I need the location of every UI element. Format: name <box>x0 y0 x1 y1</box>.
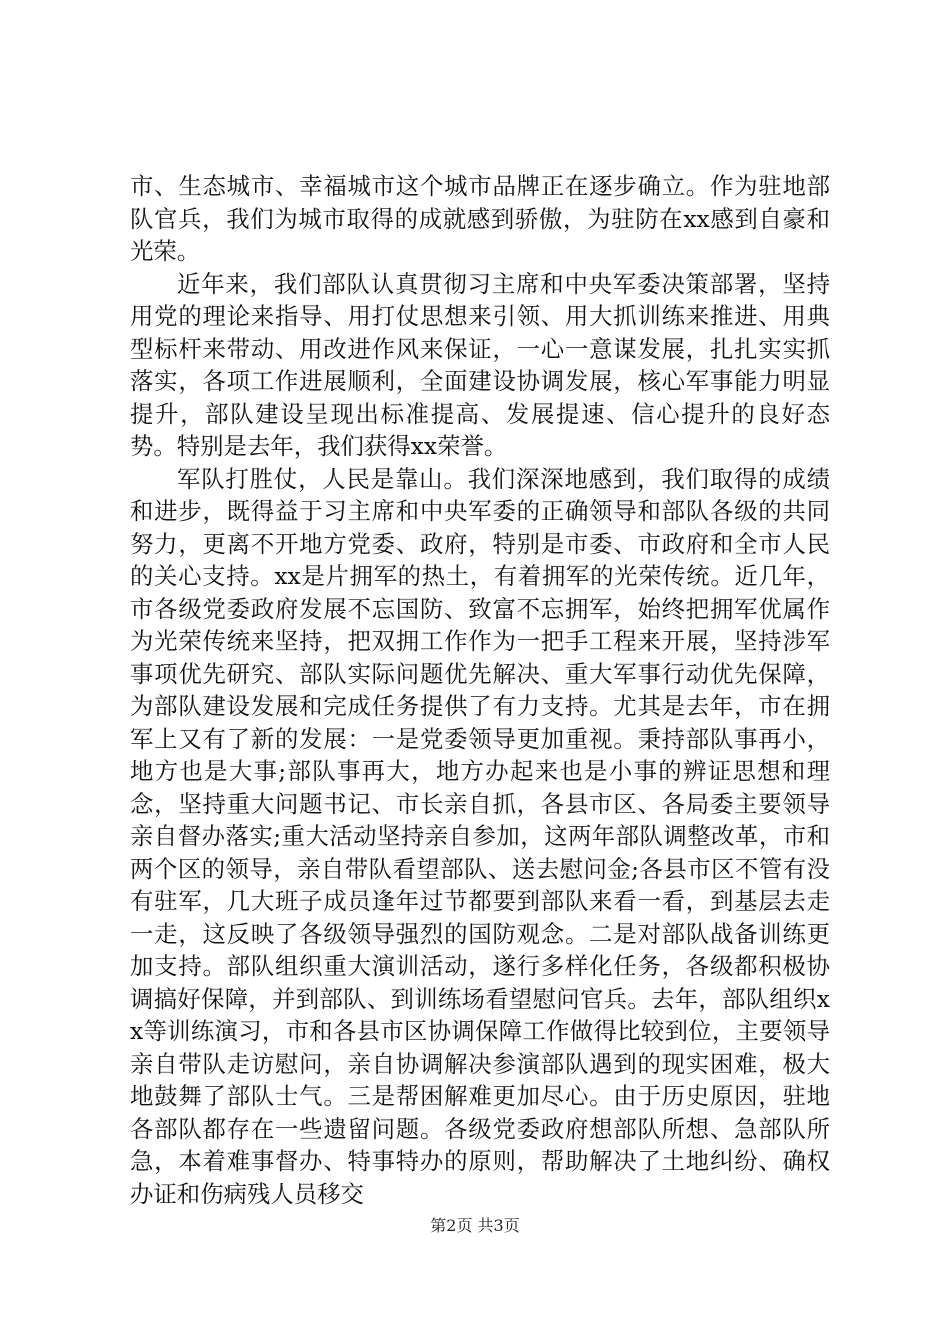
paragraph-continuation: 市、生态城市、幸福城市这个城市品牌正在逐步确立。作为驻地部队官兵，我们为城市取得的成就感到骄傲，为驻防在xx感到自豪和光荣。 <box>130 172 830 265</box>
page-number-footer: 第2页 共3页 <box>430 1216 520 1235</box>
paragraph-army-people: 军队打胜仗，人民是靠山。我们深深地感到，我们取得的成绩和进步，既得益于习主席和中央军委的正确领导和部队各级的共同努力，更离不开地方党委、政府，特别是市委、市政府和全市人民的关心支持。xx是片拥军的热土，有着拥军的光荣传统。近几年，市各级党委政府发展不忘国防、致富不忘拥军，始终把拥军优属作为光荣传统来坚持，把双拥工作作为一把手工程来开展，坚持涉军事项优先研究、部队实际问题优先解决、重大军事行动优先保障，为部队建设发展和完成任务提供了有力支持。尤其是去年，市在拥军上又有了新的发展：一是党委领导更加重视。秉持部队事再小，地方也是大事;部队事再大，地方办起来也是小事的辨证思想和理念，坚持重大问题书记、市长亲自抓，各县市区、各局委主要领导亲自督办落实;重大活动坚持亲自参加，这两年部队调整改革，市和两个区的领导，亲自带队看望部队、送去慰问金;各县市区不管有没有驻军，几大班子成员逢年过节都要到部队来看一看，到基层去走一走，这反映了各级领导强烈的国防观念。二是对部队战备训练更加支持。部队组织重大演训活动，遂行多样化任务，各级都积极协调搞好保障，并到部队、到训练场看望慰问官兵。去年，部队组织xx等训练演习，市和各县市区协调保障工作做得比较到位，主要领导亲自带队走访慰问，亲自协调解决参演部队遇到的现实困难，极大地鼓舞了部队士气。三是帮困解难更加尽心。由于历史原因，驻地各部队都存在一些遗留问题。各级党委政府想部队所想、急部队所急，本着难事督办、特事特办的原则，帮助解决了土地纠纷、确权办证和伤病残人员移交 <box>130 464 830 1208</box>
paragraph-recent-years: 近年来，我们部队认真贯彻习主席和中央军委决策部署，坚持用党的理论来指导、用打仗思想来引领、用大抓训练来推进、用典型标杆来带动、用改进作风来保证，一心一意谋发展，扎扎实实抓落实，各项工作进展顺利，全面建设协调发展，核心军事能力明显提升，部队建设呈现出标准提高、发展提速、信心提升的良好态势。特别是去年，我们获得xx荣誉。 <box>130 269 830 460</box>
document-body <box>130 170 830 1210</box>
